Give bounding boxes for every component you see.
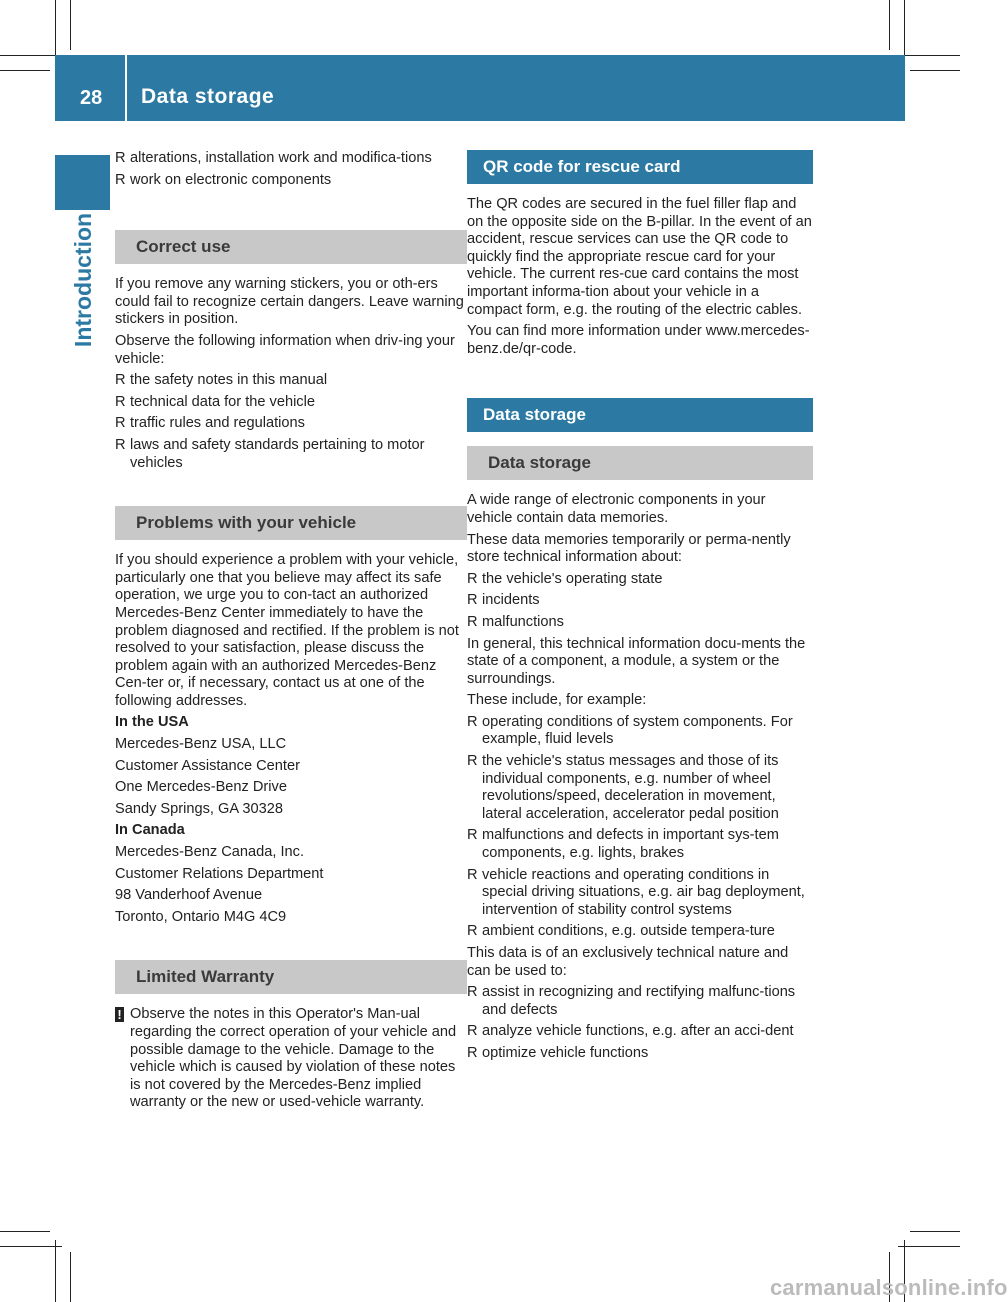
- address-heading-usa: In the USA: [115, 714, 189, 731]
- address-line: Mercedes-Benz USA, LLC: [115, 736, 287, 753]
- crop-mark: [0, 55, 62, 56]
- list-item: R operating conditions of system components. For example, fluid levels: [467, 713, 793, 748]
- crop-mark: [0, 1246, 62, 1247]
- list-item: R alterations, installation work and modifica-tions: [115, 150, 432, 166]
- address-line: One Mercedes-Benz Drive: [115, 779, 287, 796]
- list-item: R traffic rules and regulations: [115, 415, 305, 432]
- crop-mark: [898, 55, 960, 56]
- paragraph: If you should experience a problem with your vehicle, particularly one that you believe may affect its safe operation, we urge you to con-tact an authorized Mercedes-Benz Center immediately to have the problem diagnosed and rectified. If the problem is not resolved to your satisfaction, please discuss the problem again with an authorized Mercedes-Benz Cen-ter or, if necessary, contact us at one of the following addresses.: [115, 552, 459, 709]
- crop-mark: [0, 1231, 50, 1232]
- list-item: R analyze vehicle functions, e.g. after an acci-dent: [467, 1023, 794, 1040]
- crop-mark: [910, 1231, 960, 1232]
- paragraph: In general, this technical information docu-ments the state of a component, a module, a system or the surroundings.: [467, 635, 806, 687]
- list-item: R technical data for the vehicle: [115, 393, 315, 410]
- crop-mark: [898, 1246, 960, 1247]
- paragraph: This data is of an exclusively technical nature and can be used to:: [467, 945, 789, 979]
- left-column: [115, 150, 467, 1112]
- crop-mark: [70, 0, 71, 50]
- address-line: 98 Vanderhoof Avenue: [115, 887, 263, 904]
- list-item: R the vehicle's operating state: [467, 570, 663, 587]
- section-heading-correct-use: Correct use: [115, 230, 467, 264]
- list-item: R the vehicle's status messages and those of its individual components, e.g. number of wheel revolutions/speed, deceleration in movement, lateral acceleration, accelerator pedal position: [467, 753, 779, 822]
- chapter-label: Introduction: [70, 212, 97, 347]
- paragraph: If you remove any warning stickers, you or oth-ers could fail to recognize certain dangers. Leave warning stickers in position.: [115, 276, 464, 328]
- address-line: Sandy Springs, GA 30328: [115, 800, 283, 817]
- section-heading-qr: QR code for rescue card: [467, 150, 813, 184]
- paragraph: Observe the following information when driv-ing your vehicle:: [115, 332, 455, 367]
- address-line: Customer Assistance Center: [115, 757, 300, 774]
- bullet-mark: R: [115, 150, 126, 166]
- header-divider: [125, 55, 127, 121]
- address-heading-canada: In Canada: [115, 822, 185, 839]
- address-line: Mercedes-Benz Canada, Inc.: [115, 844, 305, 861]
- crop-mark: [55, 0, 56, 62]
- address-line: Toronto, Ontario M4G 4C9: [115, 908, 287, 925]
- address-line: Customer Relations Department: [115, 865, 324, 882]
- bullet-mark: R: [115, 171, 126, 188]
- list-item: R laws and safety standards pertaining to motor vehicles: [115, 436, 425, 471]
- paragraph: The QR codes are secured in the fuel filler flap and on the opposite side on the B-pillar. In the event of an accident, rescue services can use the QR code to quickly find the appropriate rescue card for your vehicle. The current res-cue card contains the most important informa-tion about your vehicle in a compact form, e.g. the routing of the electric cables.: [467, 196, 812, 318]
- paragraph: A wide range of electronic components in your vehicle contain data memories.: [467, 492, 766, 526]
- crop-mark: [55, 1240, 56, 1302]
- page-title: Data storage: [141, 85, 275, 108]
- paragraph: These include, for example:: [467, 692, 647, 709]
- section-heading-problems: Problems with your vehicle: [115, 506, 467, 540]
- right-column: [467, 150, 813, 1067]
- paragraph: These data memories temporarily or perma-nently store technical information about:: [467, 531, 791, 566]
- footer-watermark: carmanualsonline.info: [770, 1275, 1008, 1300]
- warning-icon: [115, 1007, 124, 1022]
- crop-mark: [889, 0, 890, 50]
- list-item: R assist in recognizing and rectifying malfunc-tions and defects: [467, 984, 796, 1018]
- crop-mark: [70, 1252, 71, 1302]
- subsection-heading-data-storage: Data storage: [467, 446, 813, 480]
- list-item: R vehicle reactions and operating conditions in special driving situations, e.g. air bag deployment, intervention of stability control systems: [467, 866, 805, 918]
- chapter-tab: [55, 155, 110, 210]
- list-item: R optimize vehicle functions: [467, 1044, 649, 1061]
- crop-mark: [910, 70, 960, 71]
- section-heading-warranty: Limited Warranty: [115, 960, 467, 994]
- crop-mark: [904, 0, 905, 62]
- paragraph: You can find more information under www.mercedes-benz.de/qr-code.: [467, 323, 810, 357]
- crop-mark: [0, 70, 50, 71]
- section-heading-data-storage: Data storage: [467, 398, 813, 432]
- list-item: R incidents: [467, 592, 540, 609]
- warning-note: ! Observe the notes in this Operator's Man-ual regarding the correct operation of your vehicle and possible damage to the vehicle. Damage to the vehicle which is caused by violation of these notes is not covered by the Mercedes-Benz implied warranty or the new or used-vehicle warranty.: [115, 1006, 467, 1112]
- list-item: R malfunctions and defects in important sys-tem components, e.g. lights, brakes: [467, 827, 779, 862]
- list-item: R malfunctions: [467, 613, 564, 630]
- list-item: R work on electronic components: [115, 171, 332, 188]
- page-number: 28: [80, 87, 103, 109]
- list-item: R the safety notes in this manual: [115, 372, 328, 389]
- list-item: R ambient conditions, e.g. outside tempera-ture: [467, 923, 775, 940]
